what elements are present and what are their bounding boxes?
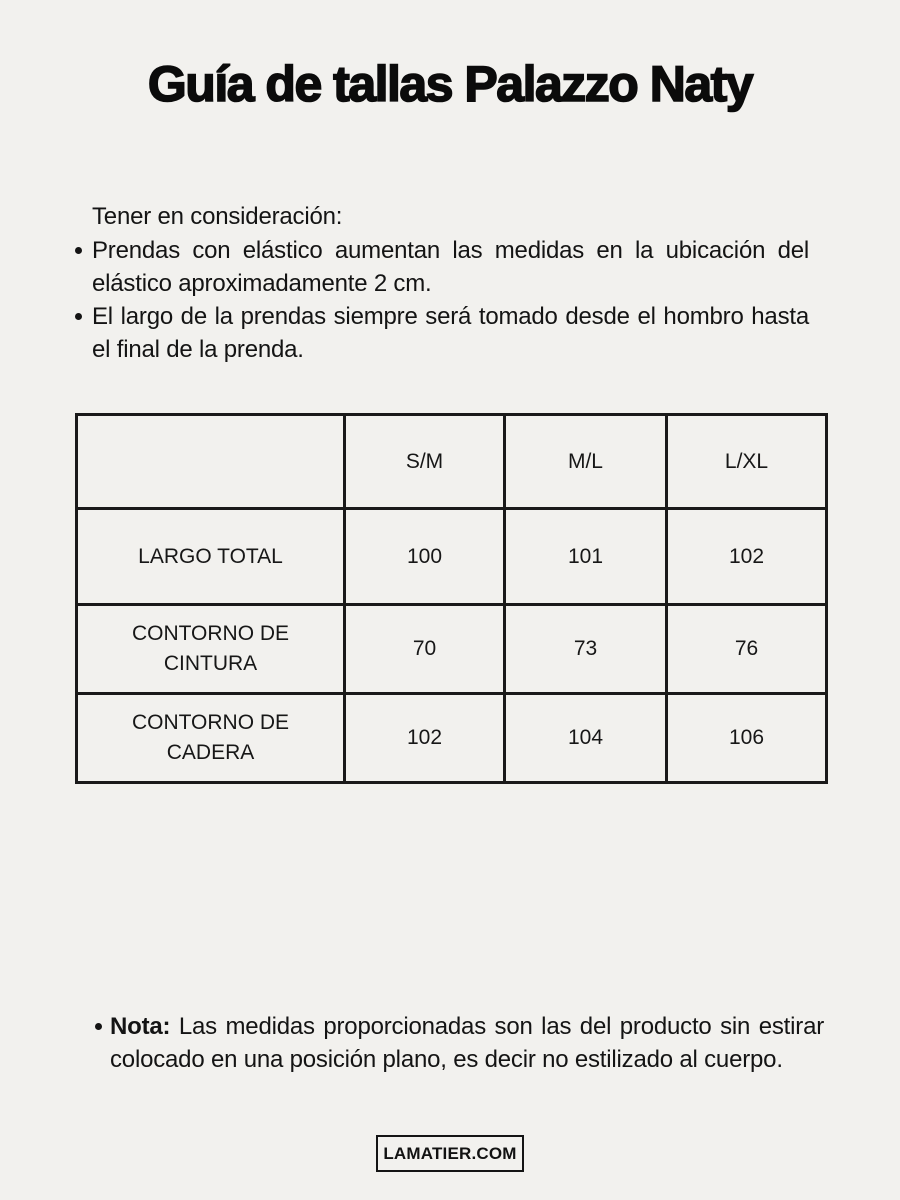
consideration-text: El largo de la prendas siempre será tomado desde el hombro hasta el final de la prenda. (92, 303, 809, 363)
considerations-heading: Tener en consideración: (92, 203, 343, 230)
table-header-lxl: L/XL (667, 415, 827, 509)
brand-text: LAMATIER.COM (383, 1143, 517, 1163)
size-table (75, 413, 828, 784)
bullet-icon (75, 313, 82, 320)
consideration-text: Prendas con elástico aumentan las medidas en la ubicación del elástico aproximadamente 2 cm. (92, 237, 809, 297)
table-header-sm: S/M (345, 415, 505, 509)
row-label: CONTORNO DE CADERA (77, 694, 345, 783)
brand-badge (376, 1135, 524, 1172)
note-section (95, 1010, 824, 1076)
note-text: Las medidas proporcionadas son las del producto sin estirar colocado en una posición plano, es decir no estilizado al cuerpo. (110, 1013, 825, 1073)
table-row (77, 509, 827, 605)
cell-value: 73 (505, 605, 667, 694)
cell-value: 102 (345, 694, 505, 783)
table-header-empty (77, 415, 345, 509)
note-item (95, 1010, 824, 1076)
cell-value: 106 (667, 694, 827, 783)
table-header-row (77, 415, 827, 509)
cell-value: 100 (345, 509, 505, 605)
cell-value: 104 (505, 694, 667, 783)
cell-value: 76 (667, 605, 827, 694)
row-label: CONTORNO DE CINTURA (77, 605, 345, 694)
considerations-list (75, 234, 809, 366)
bullet-icon (95, 1023, 102, 1030)
cell-value: 101 (505, 509, 667, 605)
list-item (75, 300, 809, 366)
table-row (77, 694, 827, 783)
row-label: LARGO TOTAL (77, 509, 345, 605)
table-header-ml: M/L (505, 415, 667, 509)
list-item (75, 234, 809, 300)
bullet-icon (75, 247, 82, 254)
note-label: Nota: (110, 1013, 171, 1040)
table-row (77, 605, 827, 694)
considerations-section (75, 200, 809, 366)
cell-value: 102 (667, 509, 827, 605)
cell-value: 70 (345, 605, 505, 694)
page-title: Guía de tallas Palazzo Naty (147, 56, 753, 112)
